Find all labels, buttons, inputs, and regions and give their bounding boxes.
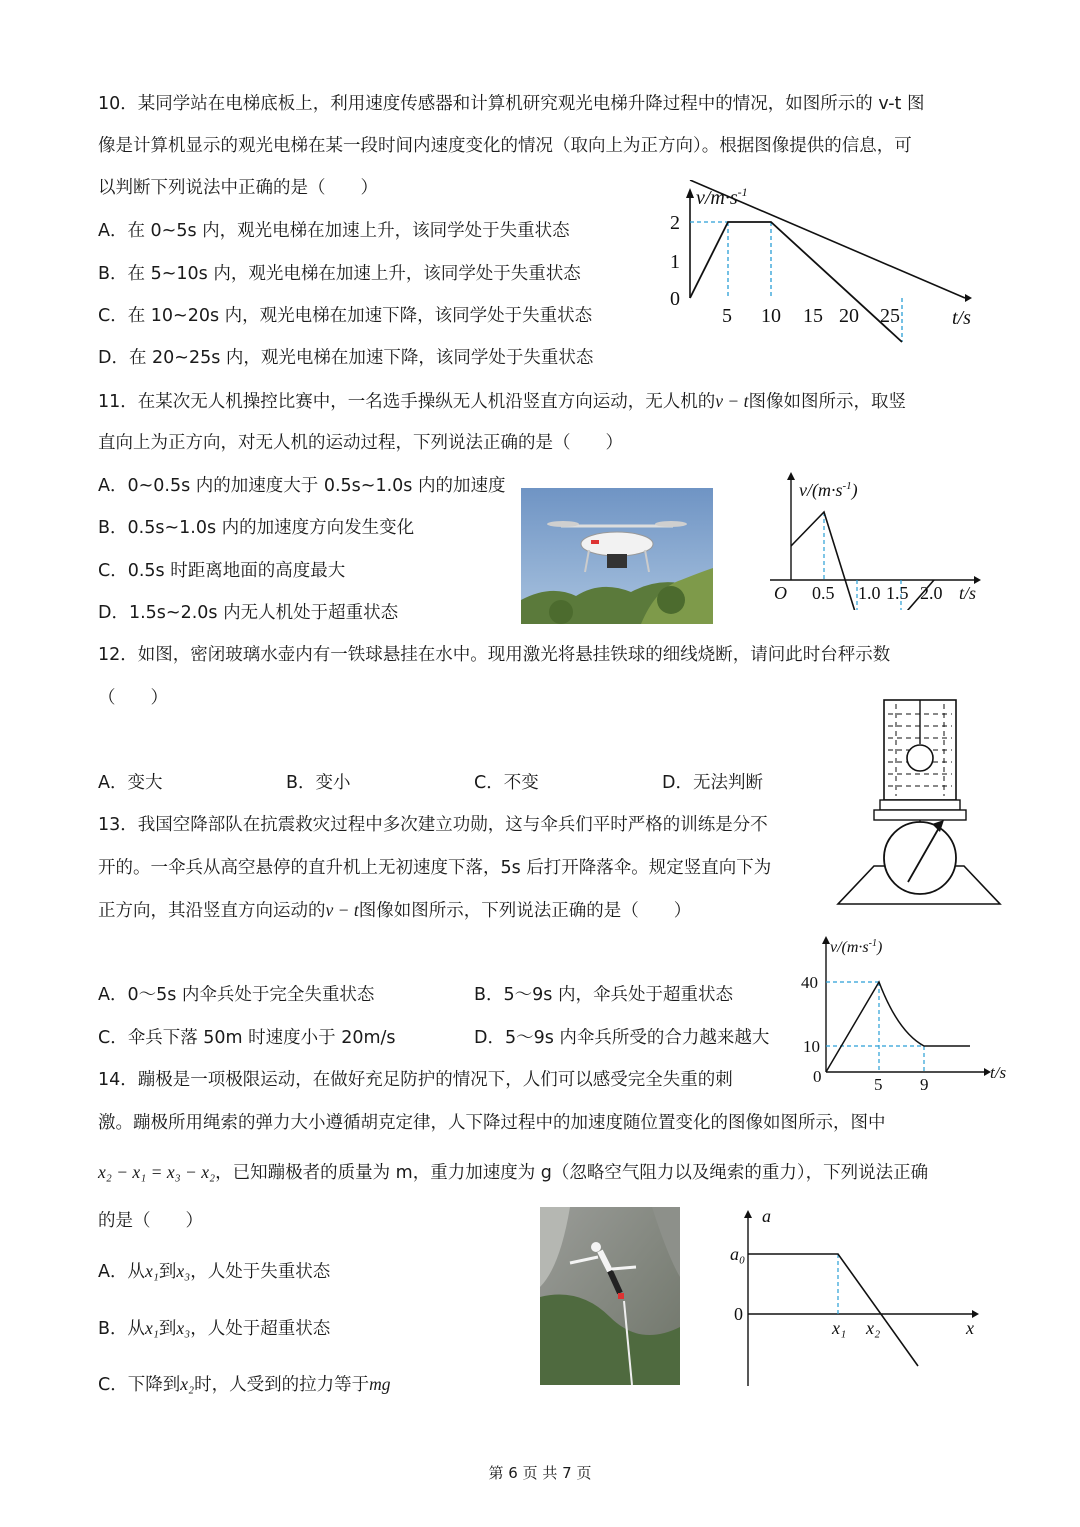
- q13-stem-line3: 正方向，其沿竖直方向运动的v − t图像如图所示，下列说法正确的是（ ）: [98, 900, 692, 921]
- q13-x-tick-5: 5: [874, 1075, 883, 1094]
- q12-option-a: A．变大: [98, 773, 163, 793]
- q14-x-arrow: [972, 1310, 979, 1318]
- q14-option-b: B．从x₁到x₃，人处于超重状态: [98, 1318, 331, 1339]
- q11-origin: O: [774, 583, 787, 603]
- q12-scale-figure: [834, 696, 1004, 910]
- q10-option-b: B．在 5~10s 内，观光电梯在加速上升，该同学处于失重状态: [98, 264, 581, 284]
- q13-vt-chart: [796, 932, 1016, 1098]
- q12-stem: 12．如图，密闭玻璃水壶内有一铁球悬挂在水中。现用激光将悬挂铁球的细线烧断，请问此时台秤示数: [98, 645, 891, 665]
- bungee-photo: [540, 1207, 680, 1385]
- q14-y-label: a: [762, 1206, 771, 1226]
- q14-stem-line2: 激。蹦极所用绳索的弹力大小遵循胡克定律，人下降过程中的加速度随位置变化的图像如图所示，图中: [98, 1113, 886, 1133]
- q11-x-label: t/s: [959, 583, 977, 603]
- q13-stem-line2: 开的。一伞兵从高空悬停的直升机上无初速度下落，5s 后打开降落伞。规定竖直向下为: [98, 858, 772, 878]
- q10-y-arrow: [686, 188, 694, 198]
- q11-option-b: B．0.5s~1.0s 内的加速度方向发生变化: [98, 518, 415, 538]
- q14-ax-chart: [722, 1202, 992, 1390]
- q10-y-label: $v/m\cdot s^{-1}$: [696, 185, 748, 209]
- q10-option-d: D．在 20~25s 内，观光电梯在加速下降，该同学处于失重状态: [98, 348, 594, 368]
- q14-zero-label: 0: [734, 1304, 743, 1324]
- q12-option-b: B．变小: [286, 773, 351, 793]
- q11-option-a: A．0~0.5s 内的加速度大于 0.5s~1.0s 内的加速度: [98, 476, 506, 496]
- q13-x-label: t/s: [990, 1063, 1007, 1082]
- q10-x-tick-25: 25: [880, 305, 900, 327]
- q10-option-a: A．在 0~5s 内，观光电梯在加速上升，该同学处于失重状态: [98, 221, 570, 241]
- q10-option-c: C．在 10~20s 内，观光电梯在加速下降，该同学处于失重状态: [98, 306, 593, 326]
- q14-x2-label: x₂: [866, 1318, 881, 1338]
- q11-stem-line2: 直向上为正方向，对无人机的运动过程，下列说法正确的是（ ）: [98, 433, 623, 453]
- q11-x-tick-20: 2.0: [920, 583, 943, 603]
- q10-y-tick-1: 1: [670, 251, 680, 273]
- q14-x-label: x: [966, 1318, 974, 1338]
- q14-y-arrow: [744, 1210, 752, 1218]
- q10-x-tick-5: 5: [722, 305, 732, 327]
- q11-y-arrow: [787, 472, 795, 480]
- q11-stem-line1: 11．在某次无人机操控比赛中，一名选手操纵无人机沿竖直方向运动，无人机的v − t图像如图所示，取竖: [98, 391, 906, 412]
- q11-option-c: C．0.5s 时距离地面的高度最大: [98, 561, 346, 581]
- q13-graph-line: [826, 982, 970, 1072]
- scale-dial-icon: [884, 822, 956, 894]
- q11-option-d: D．1.5s~2.0s 内无人机处于超重状态: [98, 603, 399, 623]
- q10-stem-line1: 10．某同学站在电梯底板上，利用速度传感器和计算机研究观光电梯升降过程中的情况，如图所示的 v-t 图: [98, 94, 925, 114]
- q11-x-tick-15: 1.5: [886, 583, 909, 603]
- q14-stem-line1: 14．蹦极是一项极限运动，在做好充足防护的情况下，人们可以感受完全失重的刺: [98, 1070, 733, 1090]
- q14-a0-label: a₀: [730, 1244, 746, 1264]
- q10-x-arrow: [965, 294, 972, 302]
- q14-x1-label: x₁: [832, 1318, 847, 1338]
- q11-vt-chart: [766, 470, 986, 610]
- q12-option-d: D．无法判断: [662, 773, 763, 793]
- q11-x-tick-10: 1.0: [858, 583, 881, 603]
- q11-x-tick-05: 0.5: [812, 583, 835, 603]
- q13-option-c: C．伞兵下落 50m 时速度小于 20m/s: [98, 1028, 396, 1048]
- q10-x-tick-10: 10: [761, 305, 781, 327]
- q10-x-tick-20: 20: [839, 305, 859, 327]
- q10-y-tick-2: 2: [670, 212, 680, 234]
- q13-y-tick-0: 0: [813, 1067, 822, 1086]
- q14-graph-line: [748, 1254, 918, 1366]
- q13-y-tick-40: 40: [801, 973, 818, 992]
- q14-stem-line3: x₂ − x₁ = x₃ − x₂，已知蹦极者的质量为 m，重力加速度为 g（忽略空气阻力以及绳索的重力），下列说法正确: [98, 1162, 929, 1183]
- q13-option-b: B．5～9s 内，伞兵处于超重状态: [474, 985, 733, 1005]
- q13-y-tick-10: 10: [803, 1037, 820, 1056]
- q10-vt-chart: [660, 180, 990, 350]
- q10-stem-line2: 像是计算机显示的观光电梯在某一段时间内速度变化的情况（取向上为正方向）。根据图像提供的信息，可: [98, 136, 912, 156]
- q11-y-label: $v/(m\cdot s^{-1})$: [799, 480, 858, 500]
- q10-y-tick-0: 0: [670, 288, 680, 310]
- iron-ball-icon: [907, 745, 933, 771]
- q13-y-label: $v/(m\cdot s^{-1})$: [830, 938, 883, 956]
- q12-option-c: C．不变: [474, 773, 539, 793]
- q14-option-c: C．下降到x₂时，人受到的拉力等于mg: [98, 1374, 391, 1395]
- q14-option-a: A．从x₁到x₃，人处于失重状态: [98, 1261, 331, 1282]
- q13-y-arrow: [822, 936, 830, 944]
- q13-option-d: D．5～9s 内伞兵所受的合力越来越大: [474, 1028, 770, 1048]
- q10-x-tick-15: 15: [803, 305, 823, 327]
- q14-stem-line4: 的是（ ）: [98, 1211, 203, 1231]
- q13-x-tick-9: 9: [920, 1075, 929, 1094]
- q13-stem-line1: 13．我国空降部队在抗震救灾过程中多次建立功勋，这与伞兵们平时严格的训练是分不: [98, 815, 768, 835]
- page-footer: 第 6 页 共 7 页: [488, 1464, 592, 1482]
- q10-x-label: t/s: [952, 307, 971, 329]
- q13-option-a: A．0～5s 内伞兵处于完全失重状态: [98, 985, 375, 1005]
- q12-bracket: （ ）: [98, 688, 168, 708]
- drone-photo: [521, 488, 713, 624]
- q10-stem-line3: 以判断下列说法中正确的是（ ）: [98, 178, 378, 198]
